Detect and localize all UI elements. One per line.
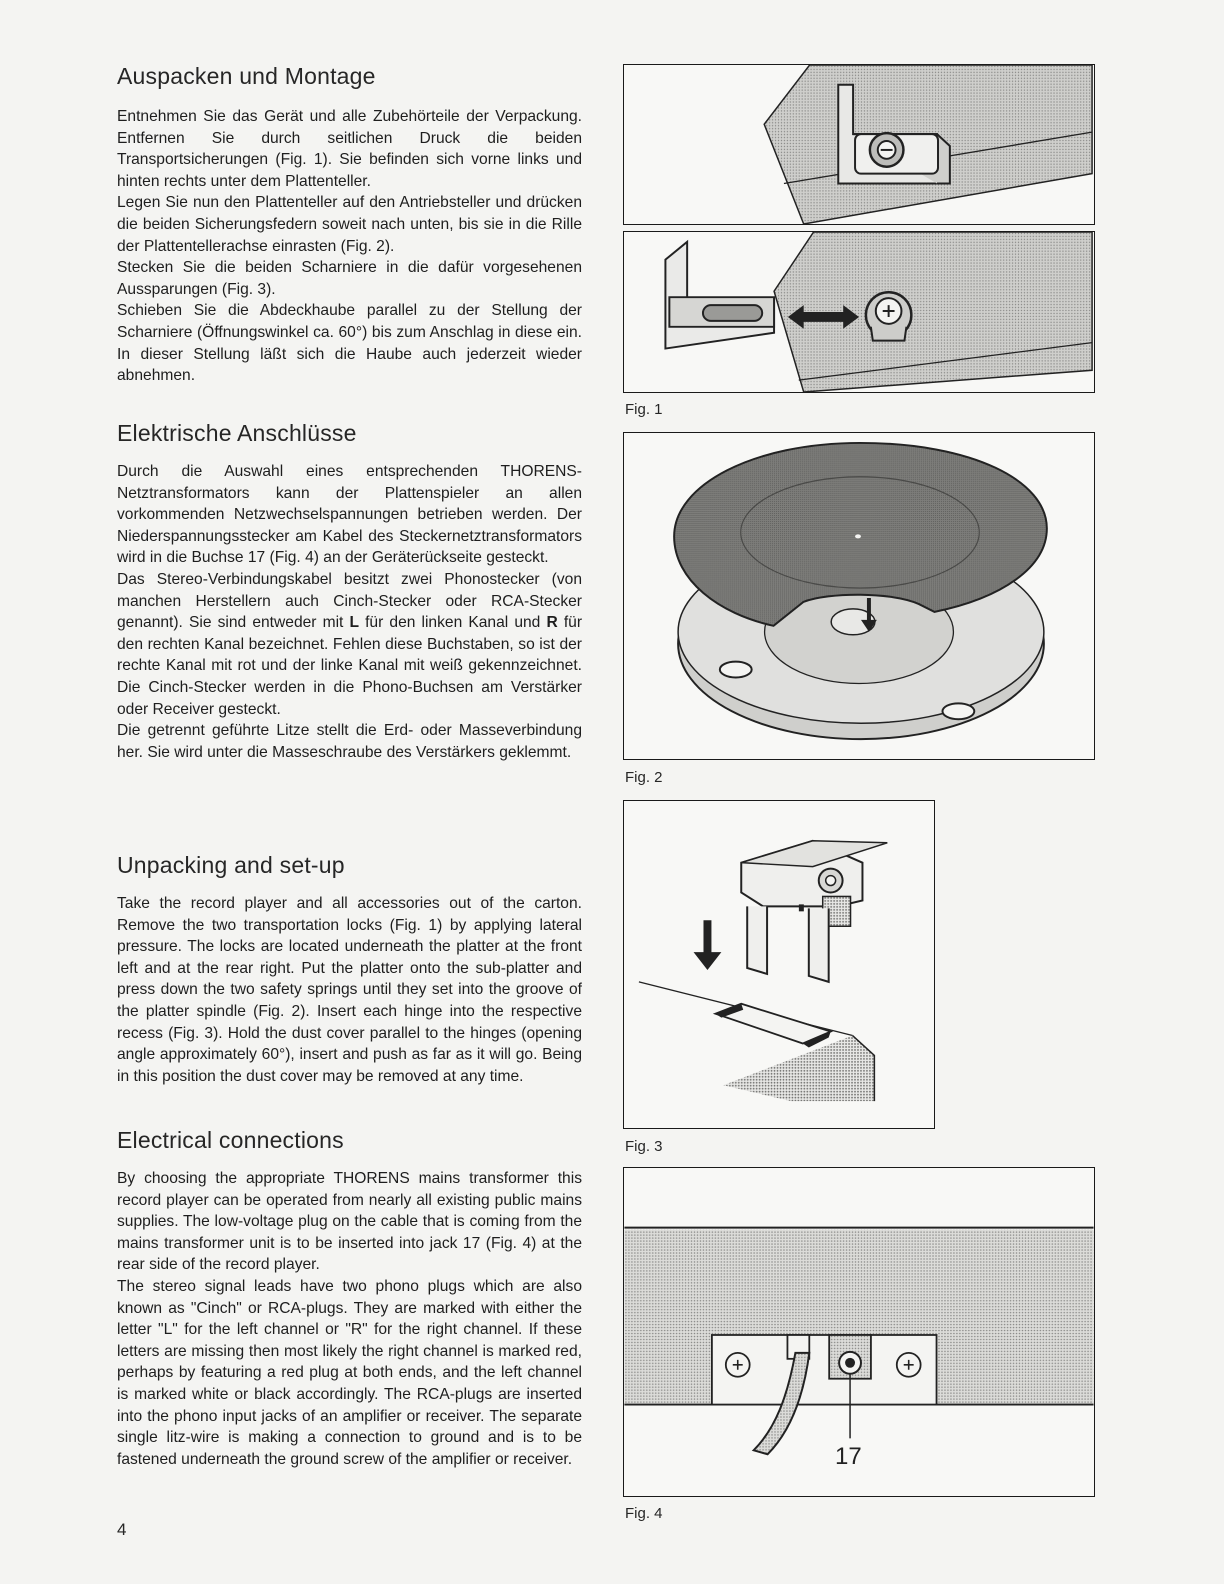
page-number: 4 xyxy=(117,1520,127,1539)
auspacken-text xyxy=(117,106,582,387)
platter-illustration xyxy=(624,433,1094,759)
letter-l: L xyxy=(349,614,359,632)
heading-electrical: Electrical connections xyxy=(117,1127,344,1153)
paragraph: Entnehmen Sie das Gerät und alle Zubehörteile der Verpackung. Entfernen Sie durch seitlichen Druck die beiden Transportsicherungen (Fig. 1). Sie befinden sich vorne links und hinten rechts unter dem Plattenteller. xyxy=(117,108,582,190)
unpacking-text xyxy=(117,893,582,1087)
jack-17-label: 17 xyxy=(835,1443,862,1470)
hinge-illustration xyxy=(624,801,934,1128)
heading-elektrische: Elektrische Anschlüsse xyxy=(117,420,357,446)
section-electrical xyxy=(117,1126,582,1470)
figure-4-caption: Fig. 4 xyxy=(625,1505,663,1522)
figure-2-caption: Fig. 2 xyxy=(625,769,663,786)
elektrische-text xyxy=(117,461,582,763)
figure-3 xyxy=(623,800,935,1129)
paragraph: Take the record player and all accessories out of the carton. Remove the two transportation locks (Fig. 1) by applying lateral pressure. The locks are located underneath the platter at the front left and at the rear right. Put the platter onto the sub-platter and press down the two safety springs until they set into the groove of the platter spindle (Fig. 2). Insert each hinge into the respective recess (Fig. 3). Hold the dust cover parallel to the hinges (opening angle approximately 60°), insert and push as far as it will go. Being in this position the dust cover may be removed at any time. xyxy=(117,895,582,1085)
letter-r: R xyxy=(546,614,558,632)
paragraph: Stecken Sie die beiden Scharniere in die dafür vorgesehenen Aussparungen (Fig. 3). xyxy=(117,259,582,298)
section-auspacken xyxy=(117,62,582,387)
paragraph: The stereo signal leads have two phono plugs which are also known as "Cinch" or RCA-plugs. They are marked with either the letter "L" for the left channel or "R" for the right channel. If these letters are missing then most likely the right channel is marked red, perhaps by featuring a red plug at both ends, and the left channel is marked white or black accordingly. The RCA-plugs are inserted into the phono input jacks of an amplifier or receiver. The separate single litz-wire is making a connection to ground and is to be fastened underneath the ground screw of the amplifier or receiver. xyxy=(117,1277,582,1468)
paragraph xyxy=(117,569,582,720)
figure-1-bottom-panel xyxy=(623,231,1095,393)
text-run: für den linken Kanal und xyxy=(359,614,547,632)
transport-lock-illustration xyxy=(624,65,1094,224)
figure-2 xyxy=(623,432,1095,760)
text-run: Das Stereo-Verbindungskabel besitzt zwei Phonostecker (von manchen Herstellern auch Cinch-Stecker oder RCA-Stecker genannt). Sie sind entweder mit xyxy=(117,570,582,632)
figure-4 xyxy=(623,1167,1095,1497)
text-run: für den rechten Kanal bezeichnet. Fehlen diese Buchstaben, so ist der rechte Kanal mit rot und der linke Kanal mit weiß gekennzeichnet. Die Cinch-Stecker werden in die Phono-Buchsen am Verstärker oder Receiver gesteckt. xyxy=(117,614,583,718)
transport-lock-removed-illustration xyxy=(624,232,1094,392)
figure-1-caption: Fig. 1 xyxy=(625,401,663,418)
paragraph: Schieben Sie die Abdeckhaube parallel zu der Stellung der Scharniere (Öffnungswinkel ca. 60°) bis zum Anschlag in diese ein. In dieser Stellung läßt sich die Haube auch jederzeit wieder abnehmen. xyxy=(117,302,582,385)
section-unpacking xyxy=(117,851,582,1087)
paragraph: Die getrennt geführte Litze stellt die Erd- oder Masseverbindung her. Sie wird unter die Masseschraube des Verstärkers geklemmt. xyxy=(117,722,582,761)
paragraph: By choosing the appropriate THORENS mains transformer this record player can be operated from nearly all existing public mains supplies. The low-voltage plug on the cable that is coming from the mains transformer unit is to be inserted into jack 17 (Fig. 4) at the rear side of the record player. xyxy=(117,1170,582,1274)
figure-1-top-panel xyxy=(623,64,1095,225)
heading-auspacken: Auspacken und Montage xyxy=(117,63,376,89)
section-elektrische xyxy=(117,419,582,763)
heading-unpacking: Unpacking and set-up xyxy=(117,852,345,878)
paragraph: Legen Sie nun den Plattenteller auf den Antriebsteller und drücken die beiden Sicherungsfedern soweit nach unten, bis sie in die Rille der Plattentellerachse einrasten (Fig. 2). xyxy=(117,194,582,255)
figure-3-caption: Fig. 3 xyxy=(625,1138,663,1155)
paragraph: Durch die Auswahl eines entsprechenden THORENS-Netztransformators kann der Plattenspieler an allen vorkommenden Netzwechselspannungen betrieben werden. Der Niederspannungsstecker am Kabel des Steckernetztransformators wird in die Buchse 17 (Fig. 4) an der Geräterückseite gesteckt. xyxy=(117,463,582,567)
electrical-text xyxy=(117,1168,582,1470)
